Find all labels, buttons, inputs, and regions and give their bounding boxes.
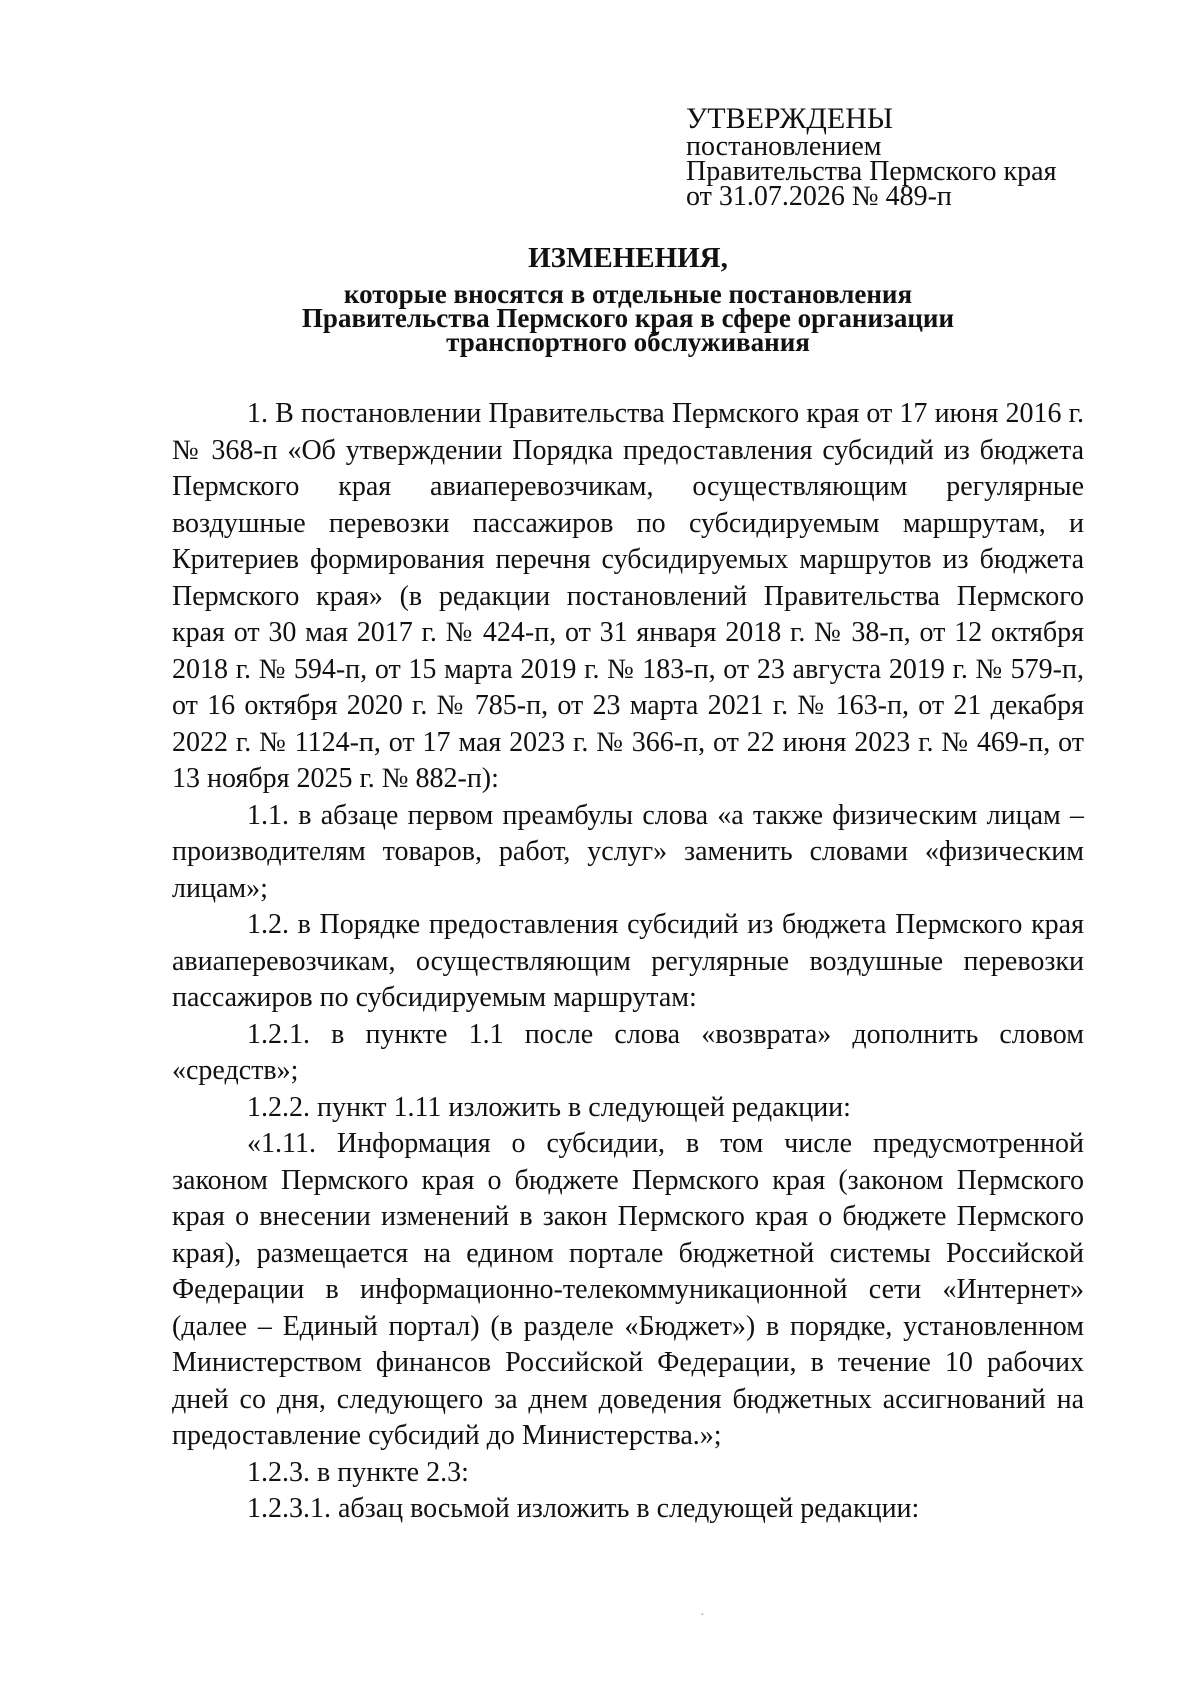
approval-title: УТВЕРЖДЕНЫ (686, 102, 894, 135)
approval-line-date-number: от 31.07.2026 № 489-п (686, 181, 952, 212)
approval-stamp (686, 102, 1106, 212)
paragraph-1-1: 1.1. в абзаце первом преамбулы слова «а также физическим лицам – производителям товаров, работ, услуг» заменить словами «физическим лицам»; (172, 799, 1084, 904)
paragraph-1-2-2: 1.2.2. пункт 1.11 изложить в следующей редакции: (247, 1091, 851, 1123)
heading-sub-line-3: транспортного обслуживания (446, 327, 810, 357)
document-heading (172, 242, 1084, 357)
paragraph-1-11-quote: «1.11. Информация о субсидии, в том числе предусмотренной законом Пермского края о бюджете Пермского края (законом Пермского края о внесении изменений в закон Пермского края о бюджете Пермского края), размещается на едином портале бюджетной системы Российской Федерации в информационно-телекоммуникационной сети «Интернет» (далее – Единый портал) (в разделе «Бюджет») в порядке, установленном Министерством финансов Российской Федерации, в течение 10 рабочих дней со дня, следующего за днем доведения бюджетных ассигнований на предоставление субсидий до Министерства.»; (172, 1128, 1084, 1451)
paragraph-1: 1. В постановлении Правительства Пермского края от 17 июня 2016 г. № 368-п «Об утверждении Порядка предоставления субсидий из бюджета Пермского края авиаперевозчикам, осуществляющим регулярные воздушные перевозки пассажиров по субсидируемым маршрутам, и Критериев формирования перечня субсидируемых маршрутов из бюджета Пермского края» (в редакции постановлений Правительства Пермского края от 30 мая 2017 г. № 424-п, от 31 января 2018 г. № 38-п, от 12 октября 2018 г. № 594-п, от 15 марта 2019 г. № 183-п, от 23 августа 2019 г. № 579-п, от 16 октября 2020 г. № 785-п, от 23 марта 2021 г. № 163-п, от 21 декабря 2022 г. № 1124-п, от 17 мая 2023 г. № 366-п, от 22 июня 2023 г. № 469-п, от 13 ноября 2025 г. № 882-п): (172, 398, 1084, 794)
heading-main: ИЗМЕНЕНИЯ, (528, 242, 728, 274)
paragraph-1-2-3-1: 1.2.3.1. абзац восьмой изложить в следующей редакции: (247, 1493, 920, 1524)
paragraph-1-2-3: 1.2.3. в пункте 2.3: (247, 1456, 469, 1488)
heading-sub-line-2: Правительства Пермского края в сфере организации (301, 303, 955, 333)
paragraph-1-2: 1.2. в Порядке предоставления субсидий из бюджета Пермского края авиаперевозчикам, осуществляющим регулярные воздушные перевозки пассажиров по субсидируемым маршрутам: (172, 909, 1084, 1013)
document-body (172, 396, 1084, 1528)
approval-line-resolution: постановлением (686, 131, 882, 162)
paragraph-1-2-1: 1.2.1. в пункте 1.1 после слова «возврата» дополнить словом «средств»; (172, 1018, 1084, 1086)
scan-speck: · (700, 1608, 705, 1623)
approval-line-government: Правительства Пермского края (686, 156, 1057, 187)
heading-sub-line-1: которые вносятся в отдельные постановления (343, 279, 913, 309)
